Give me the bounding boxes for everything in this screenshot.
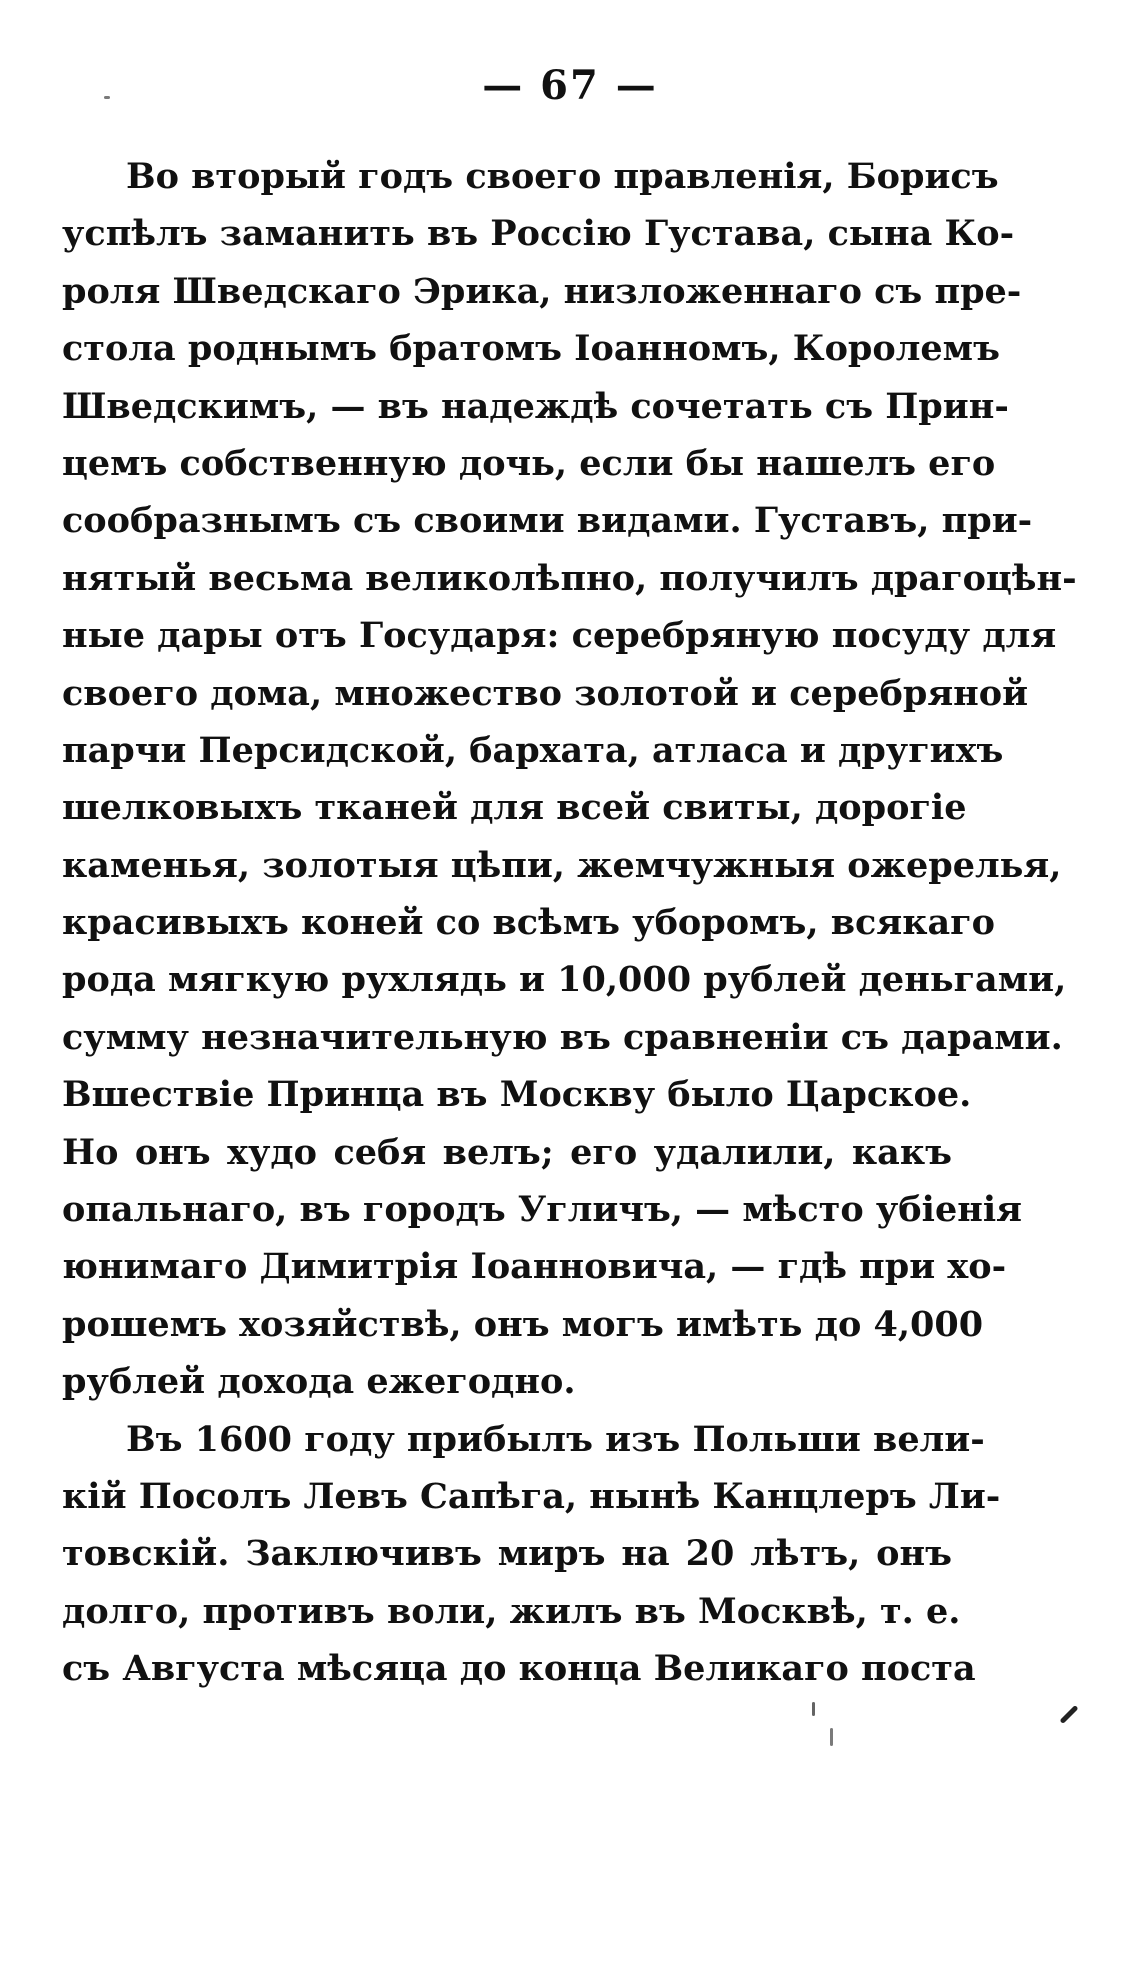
text-line: сообразнымъ съ своими видами. Густавъ, при-: [62, 500, 1033, 542]
text-line: Шведскимъ, — въ надеждѣ сочетать съ Прин-: [62, 385, 1009, 427]
text-line: ные дары отъ Государя: серебряную посуду для: [62, 615, 1057, 657]
text-line: Въ 1600 году прибылъ изъ Польши вели-: [126, 1418, 985, 1460]
ink-speck: [104, 96, 110, 99]
text-line: стола роднымъ братомъ Іоанномъ, Королемъ: [62, 328, 1000, 370]
text-line: нятый весьма великолѣпно, получилъ драгоцѣн-: [62, 557, 1077, 599]
text-line: рублей дохода ежегодно.: [62, 1361, 576, 1403]
text-line: парчи Персидской, бархата, атласа и другихъ: [62, 729, 1004, 771]
ink-mark: [1059, 1705, 1078, 1724]
text-line: Во вторый годъ своего правленія, Борисъ: [126, 156, 999, 197]
text-line: роля Шведскаго Эрика, низложеннаго съ пре-: [62, 270, 1022, 312]
ink-speck: [812, 1702, 815, 1716]
text-line: сумму незначительную въ сравненіи съ дарами.: [62, 1016, 1063, 1058]
text-line: Но онъ худо себя велъ; его удалили, какъ: [62, 1131, 952, 1173]
body-text: [62, 148, 1077, 1698]
text-line: красивыхъ коней со всѣмъ уборомъ, всякаго: [62, 902, 995, 944]
text-line: рошемъ хозяйствѣ, онъ могъ имѣть до 4,000: [62, 1303, 984, 1345]
text-line: шелковыхъ тканей для всей свиты, дорогіе: [62, 787, 967, 829]
text-line: каменья, золотыя цѣпи, жемчужныя ожерелья,: [62, 844, 1062, 886]
text-line: рода мягкую рухлядь и 10,000 рублей деньгами,: [62, 959, 1067, 1001]
text-line: товскій. Заключивъ миръ на 20 лѣтъ, онъ: [62, 1533, 952, 1575]
text-line: цемъ собственную дочь, если бы нашелъ его: [62, 442, 996, 484]
text-line: долго, противъ воли, жилъ въ Москвѣ, т. е.: [62, 1590, 961, 1632]
text-line: съ Августа мѣсяца до конца Великаго поста: [62, 1648, 976, 1690]
page-number: — 67 —: [482, 62, 658, 109]
text-line: юнимаго Димитрія Іоанновича, — гдѣ при хо-: [62, 1246, 1007, 1288]
text-line: кій Посолъ Левъ Сапѣга, нынѣ Канцлеръ Ли-: [62, 1475, 1001, 1517]
text-line: своего дома, множество золотой и серебряной: [62, 672, 1029, 714]
ink-speck: [830, 1728, 833, 1746]
text-line: опальнаго, въ городъ Угличъ, — мѣсто убіенія: [62, 1189, 1022, 1231]
text-line: Вшествіе Принца въ Москву было Царское.: [62, 1074, 972, 1116]
text-line: успѣлъ заманить въ Россію Густава, сына Ко-: [62, 213, 1015, 255]
